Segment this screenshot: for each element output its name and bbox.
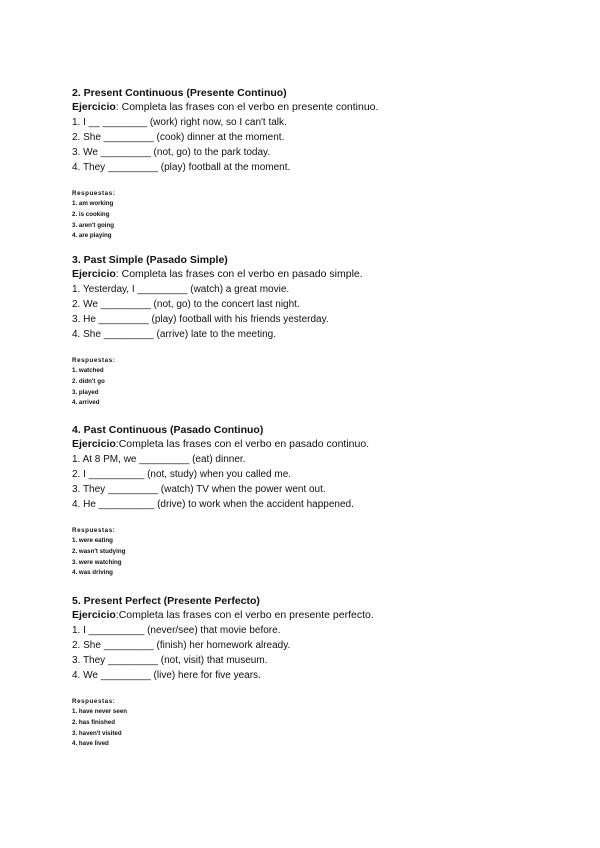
exercise-item: 1. Yesterday, I _________ (watch) a great movie. <box>72 284 290 295</box>
section-instruction <box>72 437 542 451</box>
section-present-perfect <box>72 594 542 750</box>
answer-item: 3. played <box>72 388 99 396</box>
answer-item: 4. was driving <box>72 569 113 577</box>
exercise-item: 1. At 8 PM, we _________ (eat) dinner. <box>72 454 246 465</box>
section-past-simple <box>72 253 542 409</box>
answers-label: Respuestas: <box>72 357 116 364</box>
exercise-item: 3. We _________ (not, go) to the park today. <box>72 147 271 158</box>
answer-item: 3. haven't visited <box>72 729 122 737</box>
answers-label: Respuestas: <box>72 190 116 197</box>
answer-item: 3. were watching <box>72 558 122 566</box>
exercise-item: 4. We _________ (live) here for five years. <box>72 670 261 681</box>
answer-item: 4. arrived <box>72 399 100 407</box>
answer-item: 2. wasn't studying <box>72 547 126 555</box>
section-title: 4. Past Continuous (Pasado Continuo) <box>72 424 264 436</box>
exercise-item: 3. He _________ (play) football with his friends yesterday. <box>72 314 329 325</box>
instruction-text: :Completa las frases con el verbo en pasado continuo. <box>115 438 370 450</box>
answer-item: 2. is cooking <box>72 210 110 218</box>
exercise-list <box>72 282 542 342</box>
instruction-label: Ejercicio <box>72 609 116 621</box>
section-title: 5. Present Perfect (Presente Perfecto) <box>72 595 260 607</box>
section-title: 2. Present Continuous (Presente Continuo) <box>72 87 287 99</box>
answer-item: 2. has finished <box>72 718 115 726</box>
instruction-label: Ejercicio <box>72 438 116 450</box>
answer-item: 1. have never seen <box>72 708 128 715</box>
section-instruction <box>72 608 542 622</box>
answers-block <box>72 356 542 409</box>
exercise-list <box>72 623 542 683</box>
section-instruction <box>72 267 542 281</box>
section-present-continuous <box>72 86 542 242</box>
answer-item: 1. watched <box>72 367 104 374</box>
answer-item: 4. have lived <box>72 740 109 748</box>
instruction-text: : Completa las frases con el verbo en presente continuo. <box>115 101 379 113</box>
exercise-item: 2. We _________ (not, go) to the concert last night. <box>72 299 300 310</box>
exercise-item: 2. She _________ (cook) dinner at the moment. <box>72 132 285 143</box>
instruction-label: Ejercicio <box>72 101 116 113</box>
answers-block <box>72 697 542 750</box>
exercise-item: 2. She _________ (finish) her homework already. <box>72 640 291 651</box>
instruction-text: : Completa las frases con el verbo en pasado simple. <box>115 268 363 280</box>
section-past-continuous <box>72 423 542 579</box>
answers-block <box>72 526 542 579</box>
exercise-item: 4. They _________ (play) football at the moment. <box>72 162 291 173</box>
instruction-text: :Completa las frases con el verbo en presente perfecto. <box>115 609 374 621</box>
section-title: 3. Past Simple (Pasado Simple) <box>72 254 228 266</box>
exercise-item: 4. He __________ (drive) to work when the accident happened. <box>72 499 354 510</box>
answer-item: 2. didn't go <box>72 377 105 385</box>
answers-label: Respuestas: <box>72 698 116 705</box>
exercise-list <box>72 115 542 175</box>
exercise-item: 1. I __________ (never/see) that movie before. <box>72 625 281 636</box>
exercise-item: 4. She _________ (arrive) late to the meeting. <box>72 329 277 340</box>
section-instruction <box>72 100 542 114</box>
instruction-label: Ejercicio <box>72 268 116 280</box>
answer-item: 1. were eating <box>72 537 113 544</box>
answer-item: 1. am working <box>72 200 114 207</box>
exercise-item: 1. I __ ________ (work) right now, so I can't talk. <box>72 117 287 128</box>
answers-label: Respuestas: <box>72 527 116 534</box>
answer-item: 4. are playing <box>72 232 112 240</box>
answer-item: 3. aren't going <box>72 221 115 229</box>
exercise-list <box>72 452 542 512</box>
exercise-item: 3. They _________ (not, visit) that museum. <box>72 655 268 666</box>
exercise-item: 2. I __________ (not, study) when you called me. <box>72 469 292 480</box>
answers-block <box>72 189 542 242</box>
exercise-item: 3. They _________ (watch) TV when the power went out. <box>72 484 326 495</box>
